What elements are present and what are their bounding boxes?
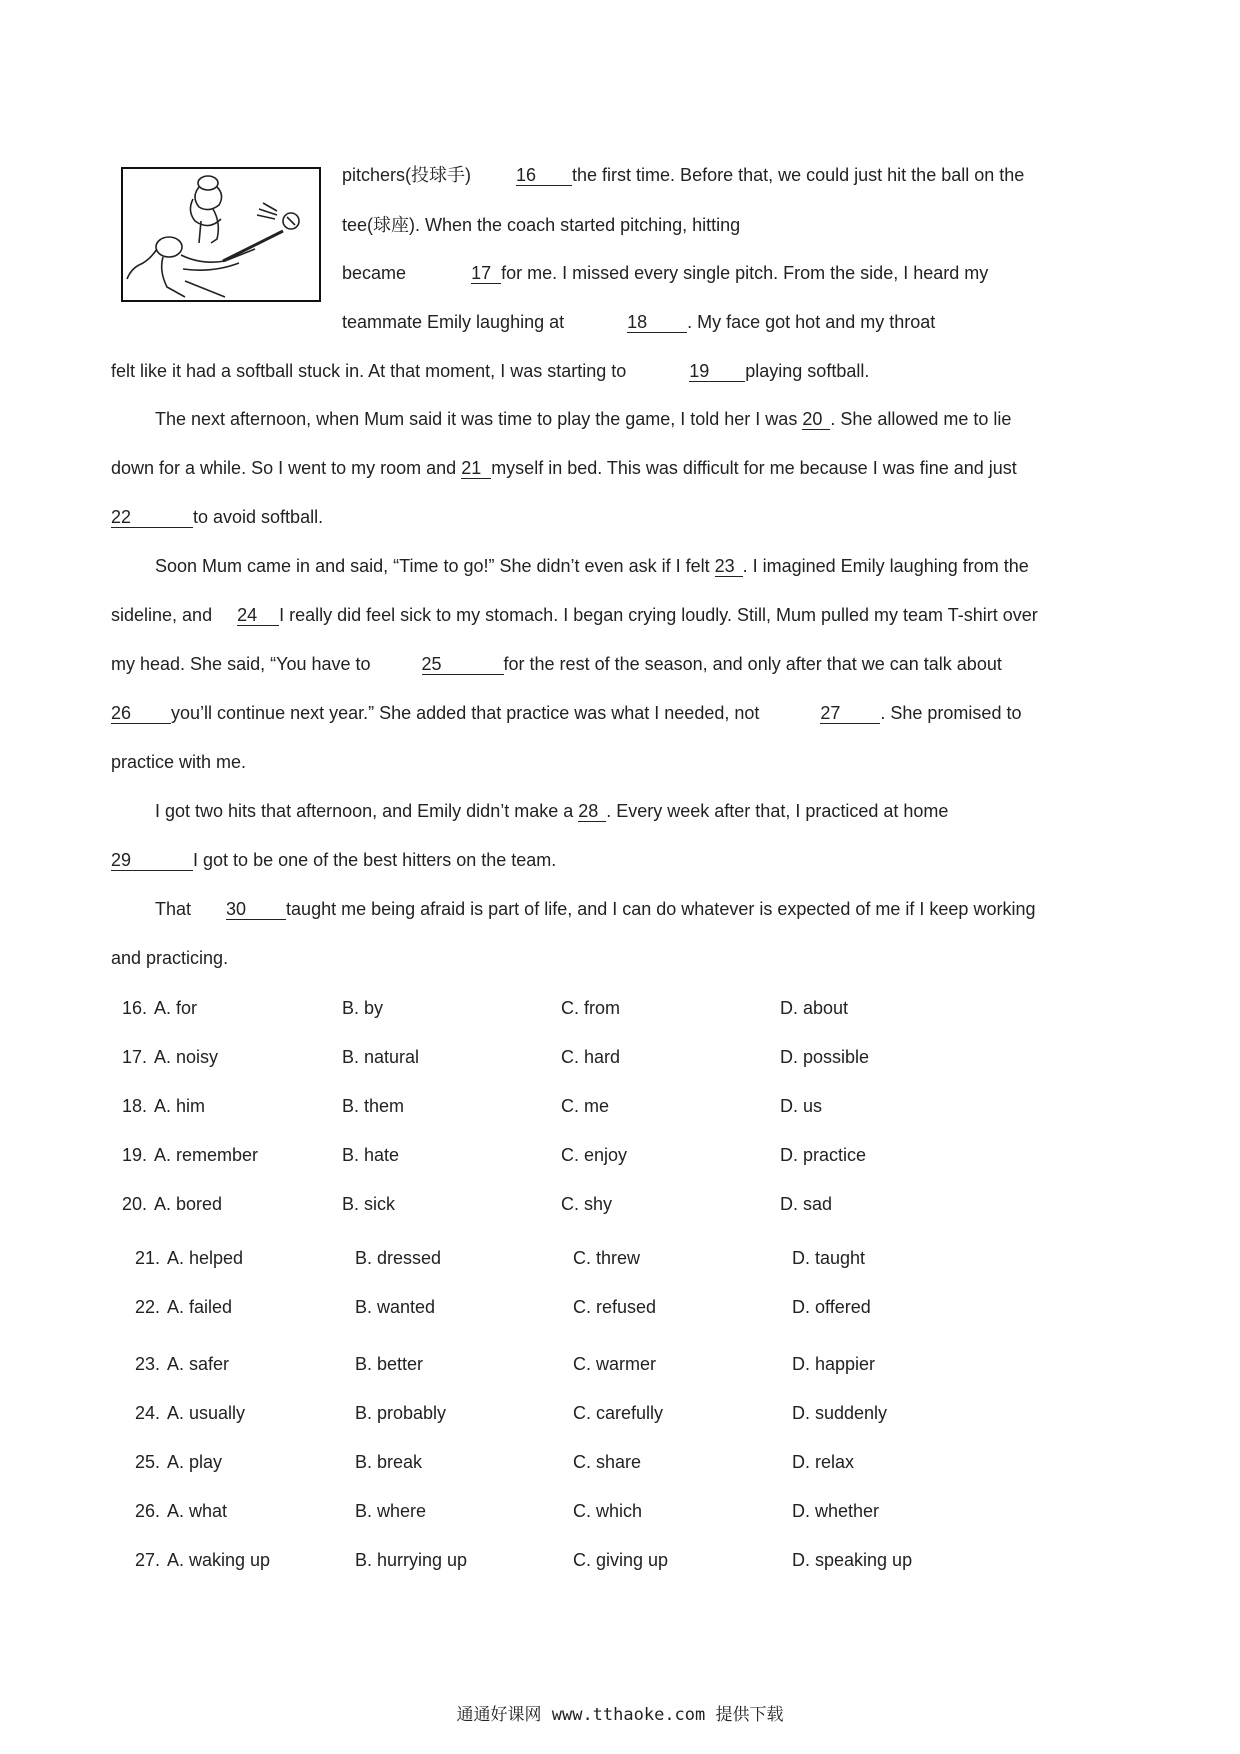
option-a[interactable]: A. bored [154, 1194, 223, 1214]
passage-line-6 [155, 409, 1011, 430]
passage-text: teammate Emily laughing at [342, 312, 565, 332]
question-number: 27. [135, 1550, 161, 1570]
passage-line-2: tee(球座). When the coach started pitching, hitting [342, 215, 741, 235]
option-d[interactable]: D. sad [780, 1194, 833, 1214]
blank-30 [226, 899, 286, 920]
option-c[interactable]: C. giving up [573, 1550, 669, 1570]
option-b[interactable]: B. dressed [355, 1248, 442, 1268]
question-number: 20. [122, 1194, 148, 1214]
question-number: 21. [135, 1248, 161, 1268]
option-b[interactable]: B. hate [342, 1145, 400, 1165]
blank-number: 16 [516, 165, 537, 185]
passage-text: for me. I missed every single pitch. From the side, I heard my [501, 263, 989, 283]
blank-25 [422, 654, 504, 675]
blank-number: 26 [111, 703, 132, 723]
option-c[interactable]: C. enjoy [561, 1145, 628, 1165]
option-b[interactable]: B. by [342, 998, 384, 1018]
option-a[interactable]: A. him [154, 1096, 206, 1116]
passage-text: became [342, 263, 407, 283]
option-c[interactable]: C. share [573, 1452, 642, 1472]
option-c[interactable]: C. from [561, 998, 621, 1018]
blank-number: 19 [689, 361, 710, 381]
passage-line-8 [111, 507, 323, 528]
passage-text: got to be one of the best hitters on the team. [203, 850, 557, 870]
option-a[interactable]: A. safer [167, 1354, 230, 1374]
blank-number: 21 [461, 458, 482, 478]
option-d[interactable]: D. speaking up [792, 1550, 913, 1570]
option-d[interactable]: D. possible [780, 1047, 870, 1067]
blank-number: 25 [421, 654, 442, 674]
question-number: 19. [122, 1145, 148, 1165]
passage-text: . She allowed me to lie [830, 409, 1012, 429]
option-c[interactable]: C. warmer [573, 1354, 657, 1374]
passage-text: The next afternoon, when Mum said it was time to play the game, I told her I was [155, 409, 798, 429]
blank-number: 29 [111, 850, 132, 870]
question-number: 26. [135, 1501, 161, 1521]
page-footer: 通通好课网 www.tthaoke.com 提供下载 [456, 1705, 784, 1725]
option-d[interactable]: D. practice [780, 1145, 867, 1165]
passage-line-3 [342, 263, 988, 284]
passage-text: you’ll continue next year.” She added that practice was what I needed, not [171, 703, 760, 723]
blank-number: 17 [471, 263, 492, 283]
softball-illustration [121, 167, 321, 302]
passage-line-5 [111, 361, 869, 382]
passage-text: taught me being afraid is part of life, and I can do whatever is expected of me if I keep working [286, 899, 1036, 919]
blank-number: 20 [802, 409, 823, 429]
passage-text: I really did feel sick to my stomach. I began crying loudly. Still, Mum pulled my team T-shirt over [279, 605, 1038, 625]
option-a[interactable]: A. waking up [167, 1550, 271, 1570]
blank-29 [111, 850, 193, 871]
softball-players-drawing [123, 169, 319, 300]
option-b[interactable]: B. them [342, 1096, 405, 1116]
option-b[interactable]: B. natural [342, 1047, 420, 1067]
option-d[interactable]: D. whether [792, 1501, 880, 1521]
option-b[interactable]: B. wanted [355, 1297, 436, 1317]
passage-text: . Every week after that, I practiced at home [606, 801, 949, 821]
passage-text: Soon Mum came in and said, “Time to go!” She didn’t even ask if I felt [155, 556, 710, 576]
blank-27 [820, 703, 880, 724]
option-b[interactable]: B. where [355, 1501, 427, 1521]
option-a[interactable]: A. noisy [154, 1047, 219, 1067]
option-d[interactable]: D. happier [792, 1354, 876, 1374]
option-a[interactable]: A. for [154, 998, 198, 1018]
passage-line-1 [342, 161, 1024, 187]
passage-text: playing softball. [745, 361, 870, 381]
option-b[interactable]: B. better [355, 1354, 424, 1374]
passage-text: felt like it had a softball stuck in. At that moment, I was starting to [111, 361, 627, 381]
blank-17 [471, 263, 501, 284]
question-number: 22. [135, 1297, 161, 1317]
option-d[interactable]: D. suddenly [792, 1403, 888, 1423]
option-c[interactable]: C. hard [561, 1047, 621, 1067]
question-number: 16. [122, 998, 148, 1018]
option-b[interactable]: B. hurrying up [355, 1550, 468, 1570]
passage-line-15 [111, 850, 556, 871]
question-number: 18. [122, 1096, 148, 1116]
passage-line-4 [342, 312, 935, 333]
passage-text: I [193, 850, 199, 870]
option-a[interactable]: A. what [167, 1501, 228, 1521]
option-c[interactable]: C. carefully [573, 1403, 664, 1423]
option-c[interactable]: C. refused [573, 1297, 657, 1317]
passage-line-10 [111, 605, 1038, 626]
blank-number: 23 [714, 556, 735, 576]
option-c[interactable]: C. shy [561, 1194, 613, 1214]
blank-26 [111, 703, 171, 724]
passage-text: . She promised to [880, 703, 1022, 723]
question-number: 24. [135, 1403, 161, 1423]
blank-23 [715, 556, 743, 577]
option-d[interactable]: D. offered [792, 1297, 871, 1317]
question-number: 17. [122, 1047, 148, 1067]
option-d[interactable]: D. us [780, 1096, 823, 1116]
passage-text: That [155, 899, 192, 919]
blank-number: 28 [578, 801, 599, 821]
passage-line-7 [111, 458, 1017, 479]
passage-line-11 [111, 654, 1002, 675]
passage-text: for the rest of the season, and only after that we can talk about [503, 654, 1002, 674]
option-d[interactable]: D. taught [792, 1248, 866, 1268]
blank-19 [689, 361, 745, 382]
option-a[interactable]: A. remember [154, 1145, 259, 1165]
passage-text: I got two hits that afternoon, and Emily didn’t make a [155, 801, 574, 821]
option-c[interactable]: C. me [561, 1096, 610, 1116]
option-b[interactable]: B. break [355, 1452, 423, 1472]
blank-number: 27 [820, 703, 841, 723]
passage-text: to avoid softball. [193, 507, 324, 527]
passage-line-17: and practicing. [111, 948, 229, 968]
passage-line-14 [155, 801, 948, 822]
option-c[interactable]: C. threw [573, 1248, 641, 1268]
option-d[interactable]: D. about [780, 998, 849, 1018]
blank-21 [461, 458, 491, 479]
blank-number: 22 [111, 507, 132, 527]
blank-number: 18 [627, 312, 648, 332]
passage-line-16 [155, 899, 1035, 920]
option-a[interactable]: A. play [167, 1452, 223, 1472]
passage-line-13: practice with me. [111, 752, 247, 772]
question-number: 25. [135, 1452, 161, 1472]
blank-number: 30 [226, 899, 247, 919]
passage-text: down for a while. So I went to my room and [111, 458, 457, 478]
option-b[interactable]: B. sick [342, 1194, 396, 1214]
passage-line-9 [155, 556, 1029, 577]
blank-24 [237, 605, 279, 626]
blank-20 [802, 409, 830, 430]
blank-22 [111, 507, 193, 528]
option-b[interactable]: B. probably [355, 1403, 447, 1423]
passage-line-12 [111, 703, 1021, 724]
passage-text: myself in bed. This was difficult for me because I was fine and just [491, 458, 1017, 478]
passage-text: . I imagined Emily laughing from the [742, 556, 1029, 576]
option-c[interactable]: C. which [573, 1501, 643, 1521]
blank-number: 24 [237, 605, 258, 625]
passage-text: sideline, and [111, 605, 213, 625]
option-a[interactable]: A. failed [167, 1297, 233, 1317]
passage-text: my head. She said, “You have to [111, 654, 371, 674]
passage-text: . My face got hot and my throat [687, 312, 936, 332]
blank-18 [627, 312, 687, 333]
passage-text: the first time. Before that, we could just hit the ball on the [572, 165, 1025, 185]
option-a[interactable]: A. helped [167, 1248, 244, 1268]
option-d[interactable]: D. relax [792, 1452, 855, 1472]
blank-28 [578, 801, 606, 822]
option-a[interactable]: A. usually [167, 1403, 246, 1423]
blank-16 [516, 165, 572, 186]
question-number: 23. [135, 1354, 161, 1374]
passage-text: pitchers(投球手) [342, 165, 472, 185]
